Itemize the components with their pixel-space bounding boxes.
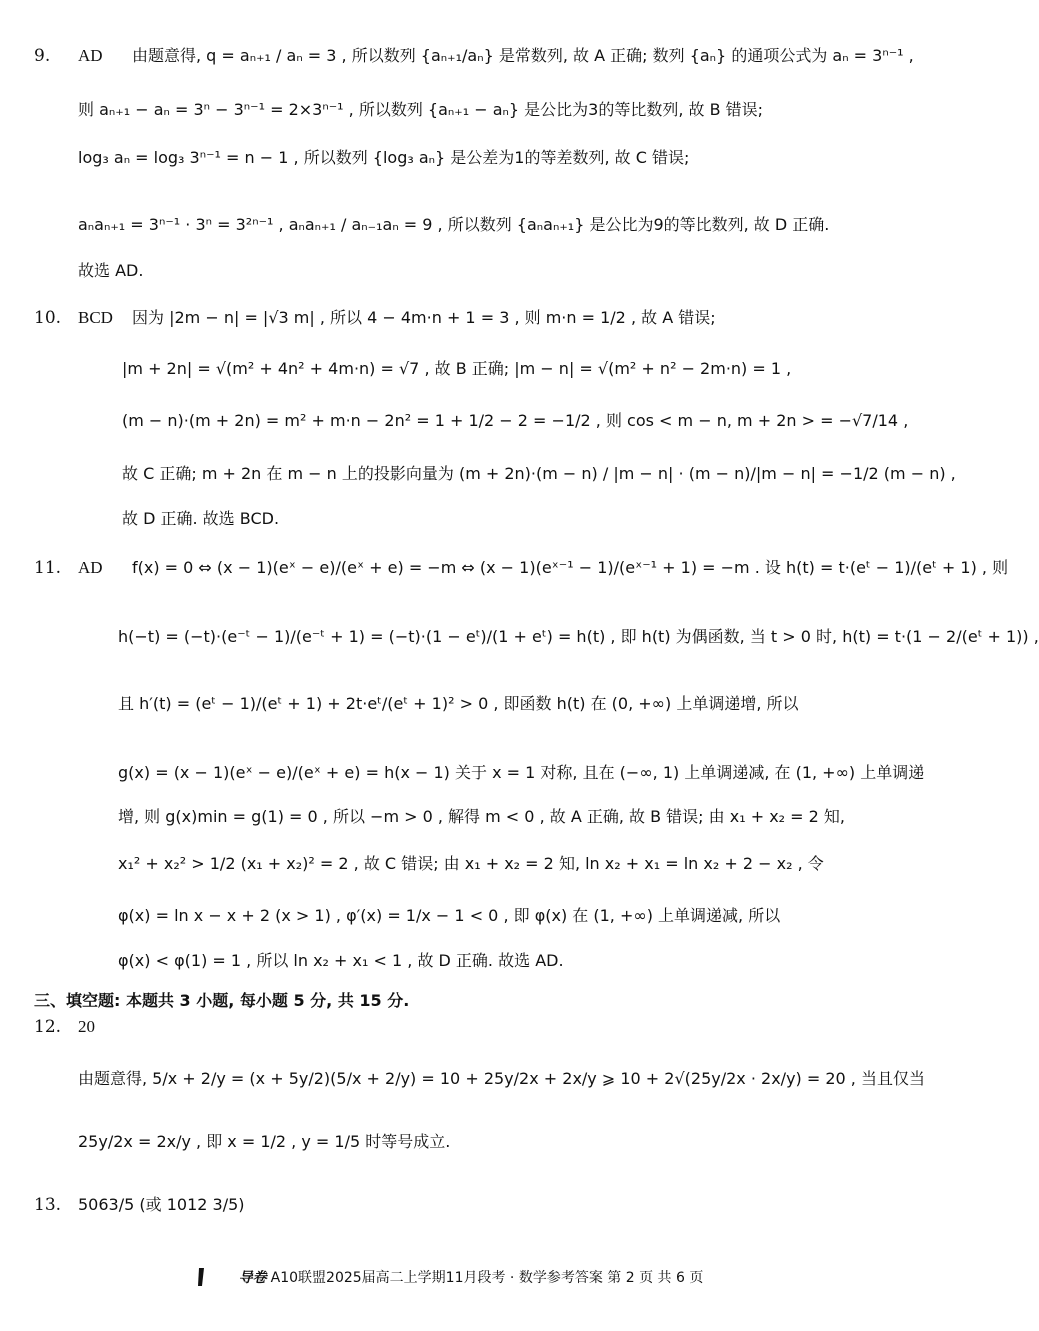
q12-header [34, 1016, 132, 1038]
q9-text-3: log₃ aₙ = log₃ 3ⁿ⁻¹ = n − 1 , 所以数列 {log₃ aₙ} 是公差为1的等差数列, 故 C 错误; [78, 148, 690, 167]
q10-answer: BCD [78, 308, 113, 327]
q11-line-8 [118, 950, 564, 972]
q13-line [34, 1194, 245, 1216]
q10-text-1: 因为 |2m − n| = |√3 m| , 所以 4 − 4m·n + 1 = 3 , 则 m·n = 1/2 , 故 A 错误; [132, 308, 716, 327]
q10-line-3 [122, 410, 908, 432]
q11-line-3 [118, 693, 799, 715]
q9-text-2: 则 aₙ₊₁ − aₙ = 3ⁿ − 3ⁿ⁻¹ = 2×3ⁿ⁻¹ , 所以数列 {aₙ₊₁ − aₙ} 是公比为3的等比数列, 故 B 错误; [78, 100, 764, 119]
footer-text: A10联盟2025届高二上学期11月段考 · 数学参考答案 第 2 页 共 6 页 [270, 1270, 704, 1286]
q12-line-2 [78, 1131, 450, 1153]
q9-text-4: aₙaₙ₊₁ = 3ⁿ⁻¹ · 3ⁿ = 3²ⁿ⁻¹ , aₙaₙ₊₁ / aₙ₋₁aₙ = 9 , 所以数列 {aₙaₙ₊₁} 是公比为9的等比数列, 故 D 正确. [78, 215, 830, 234]
q9-text-5: 故选 AD. [78, 261, 144, 280]
q11-line-1 [34, 557, 1008, 579]
q11-text-1: f(x) = 0 ⇔ (x − 1)(eˣ − e)/(eˣ + e) = −m ⇔ (x − 1)(eˣ⁻¹ − 1)/(eˣ⁻¹ + 1) = −m . 设 h(t) = t·(eᵗ − 1)/(eᵗ + 1) , 则 [132, 558, 1009, 577]
q12-number: 12. [34, 1017, 62, 1037]
q11-text-8: φ(x) < φ(1) = 1 , 所以 ln x₂ + x₁ < 1 , 故 D 正确. 故选 AD. [118, 951, 564, 970]
q9-answer: AD [78, 46, 103, 65]
q11-text-4: g(x) = (x − 1)(eˣ − e)/(eˣ + e) = h(x − 1) 关于 x = 1 对称, 且在 (−∞, 1) 上单调递减, 在 (1, +∞) 上单调递 [118, 763, 925, 782]
q11-text-6: x₁² + x₂² > 1/2 (x₁ + x₂)² = 2 , 故 C 错误; 由 x₁ + x₂ = 2 知, ln x₂ + x₁ = ln x₂ + 2 − x₂ , 令 [118, 854, 824, 873]
q11-text-5: 增, 则 g(x)min = g(1) = 0 , 所以 −m > 0 , 解得 m < 0 , 故 A 正确, 故 B 错误; 由 x₁ + x₂ = 2 知, [118, 807, 846, 826]
q11-answer: AD [78, 558, 103, 577]
q9-line-4 [78, 214, 829, 236]
q11-text-3: 且 h′(t) = (eᵗ − 1)/(eᵗ + 1) + 2t·eᵗ/(eᵗ + 1)² > 0 , 即函数 h(t) 在 (0, +∞) 上单调递增, 所以 [118, 694, 799, 713]
q10-text-4: 故 C 正确; m + 2n 在 m − n 上的投影向量为 (m + 2n)·(m − n) / |m − n| · (m − n)/|m − n| = −1/2 (m − n) , [122, 464, 956, 483]
q11-line-4 [118, 762, 924, 784]
q9-line-5 [78, 260, 143, 282]
q11-line-6 [118, 853, 824, 875]
q9-line-2 [78, 99, 763, 121]
q11-text-2: h(−t) = (−t)·(e⁻ᵗ − 1)/(e⁻ᵗ + 1) = (−t)·(1 − eᵗ)/(1 + eᵗ) = h(t) , 即 h(t) 为偶函数, 当 t > 0 时, h(t) = t·(1 − 2/(eᵗ + 1)) , [118, 627, 1039, 646]
section-3-heading-text: 三、填空题: 本题共 3 小题, 每小题 5 分, 共 15 分. [34, 991, 410, 1010]
q10-number: 10. [34, 308, 62, 328]
q11-line-5 [118, 806, 845, 828]
footer-brand: 导卷 [238, 1270, 267, 1286]
q11-line-7 [118, 905, 780, 927]
q10-line-2 [122, 358, 791, 380]
section-3-heading [34, 990, 409, 1012]
page-footer [0, 1266, 900, 1288]
brand-logo-icon [197, 1266, 235, 1288]
q10-line-5 [122, 508, 279, 530]
q11-number: 11. [34, 558, 62, 578]
q12-text-1: 由题意得, 5/x + 2/y = (x + 5y/2)(5/x + 2/y) = 10 + 25y/2x + 2x/y ⩾ 10 + 2√(25y/2x · 2x/y) = 20 , 当且仅当 [78, 1069, 925, 1088]
q9-line-3 [78, 147, 689, 169]
q9-number: 9. [34, 46, 51, 66]
q12-line-1 [78, 1068, 925, 1090]
q13-answer: 5063/5 (或 1012 3/5) [78, 1195, 245, 1214]
q10-line-1 [34, 307, 716, 329]
q12-text-2: 25y/2x = 2x/y , 即 x = 1/2 , y = 1/5 时等号成立. [78, 1132, 451, 1151]
q10-text-3: (m − n)·(m + 2n) = m² + m·n − 2n² = 1 + 1/2 − 2 = −1/2 , 则 cos < m − n, m + 2n > = −√7/14 , [122, 411, 909, 430]
q13-number: 13. [34, 1195, 62, 1215]
q12-answer: 20 [78, 1017, 95, 1036]
q10-line-4 [122, 463, 956, 485]
q11-line-2 [118, 626, 1039, 648]
q10-text-5: 故 D 正确. 故选 BCD. [122, 509, 280, 528]
q9-line-1 [34, 45, 914, 67]
q10-text-2: |m + 2n| = √(m² + 4n² + 4m·n) = √7 , 故 B 正确; |m − n| = √(m² + n² − 2m·n) = 1 , [122, 359, 792, 378]
q11-text-7: φ(x) = ln x − x + 2 (x > 1) , φ′(x) = 1/x − 1 < 0 , 即 φ(x) 在 (1, +∞) 上单调递减, 所以 [118, 906, 781, 925]
q9-text-1: 由题意得, q = aₙ₊₁ / aₙ = 3 , 所以数列 {aₙ₊₁/aₙ} 是常数列, 故 A 正确; 数列 {aₙ} 的通项公式为 aₙ = 3ⁿ⁻¹ , [132, 46, 914, 65]
